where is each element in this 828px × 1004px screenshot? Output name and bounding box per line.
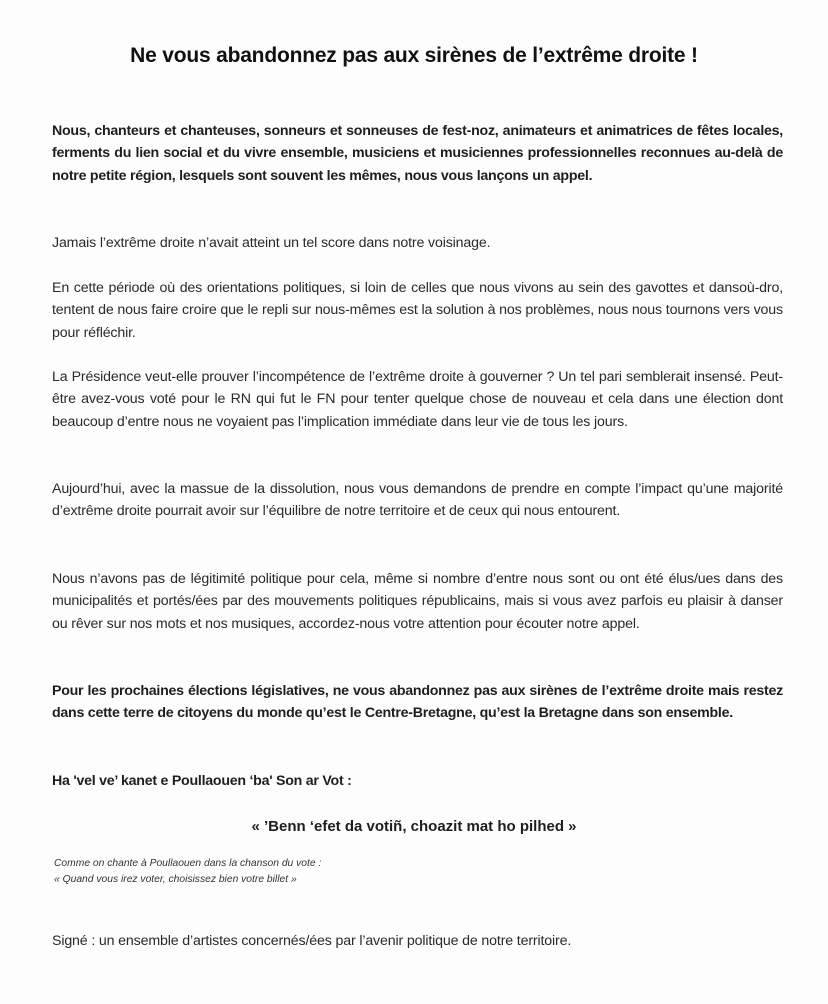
call-to-action-paragraph: Pour les prochaines élections législatives, ne vous abandonnez pas aux sirènes de l’extrême droite mais restez dans cette terre de citoyens du monde qu’est le Centre-Bretagne, qu’est la Bretagne dans son ensemble.	[52, 683, 783, 722]
translation-note	[54, 856, 321, 887]
paragraph-score: Jamais l’extrême droite n’avait atteint un tel score dans notre voisinage.	[52, 235, 491, 251]
paragraph-legitimite: Nous n’avons pas de légitimité politique pour cela, même si nombre d’entre nous sont ou ont été élus/ues dans des municipalités et portés/ées par des mouvements politiques républicains, mais si vous avez parfois eu plaisir à danser ou rêver sur nos mots et nos musiques, accordez-nous votre attention pour écouter notre appel.	[52, 571, 783, 632]
translation-note-line: « Quand vous irez voter, choisissez bien votre billet »	[54, 873, 297, 885]
intro-paragraph: Nous, chanteurs et chanteuses, sonneurs et sonneuses de fest-noz, animateurs et animatrices de fêtes locales, ferments du lien social et du vivre ensemble, musiciens et musiciennes professionnelles reconnues au-delà de notre petite région, lesquels sont souvent les mêmes, nous vous lançons un appel.	[52, 123, 783, 184]
translation-note-line: Comme on chante à Poullaouen dans la chanson du vote :	[54, 858, 322, 869]
signature: Signé : un ensemble d’artistes concernés/ées par l’avenir politique de notre territoire.	[52, 933, 572, 949]
paragraph-orientations: En cette période où des orientations politiques, si loin de celles que nous vivons au sein des gavottes et dansoù-dro, tentent de nous faire croire que le repli sur nous-mêmes est la solution à nos problèmes, nous nous tournons vers vous pour réfléchir.	[52, 280, 783, 341]
breton-quote: « ’Benn ‘efet da votiñ, choazit mat ho pilhed »	[251, 818, 577, 835]
paragraph-dissolution: Aujourd’hui, avec la massue de la dissolution, nous vous demandons de prendre en compte l’impact qu’une majorité d’extrême droite pourrait avoir sur l’équilibre de notre territoire et de ceux qui nous entourent.	[52, 481, 783, 520]
paragraph-presidence: La Présidence veut-elle prouver l’incompétence de l’extrême droite à gouverner ? Un tel pari semblerait insensé. Peut-être avez-vous voté pour le RN qui fut le FN pour tenter quelque chose de nouveau et cela dans une élection dont beaucoup d’entre nous ne voyaient pas l’implication immédiate dans leur vie de tous les jours.	[52, 369, 783, 430]
song-intro: Ha 'vel ve’ kanet e Poullaouen ‘ba' Son ar Vot :	[52, 773, 352, 789]
document-title: Ne vous abandonnez pas aux sirènes de l’extrême droite !	[130, 44, 698, 67]
